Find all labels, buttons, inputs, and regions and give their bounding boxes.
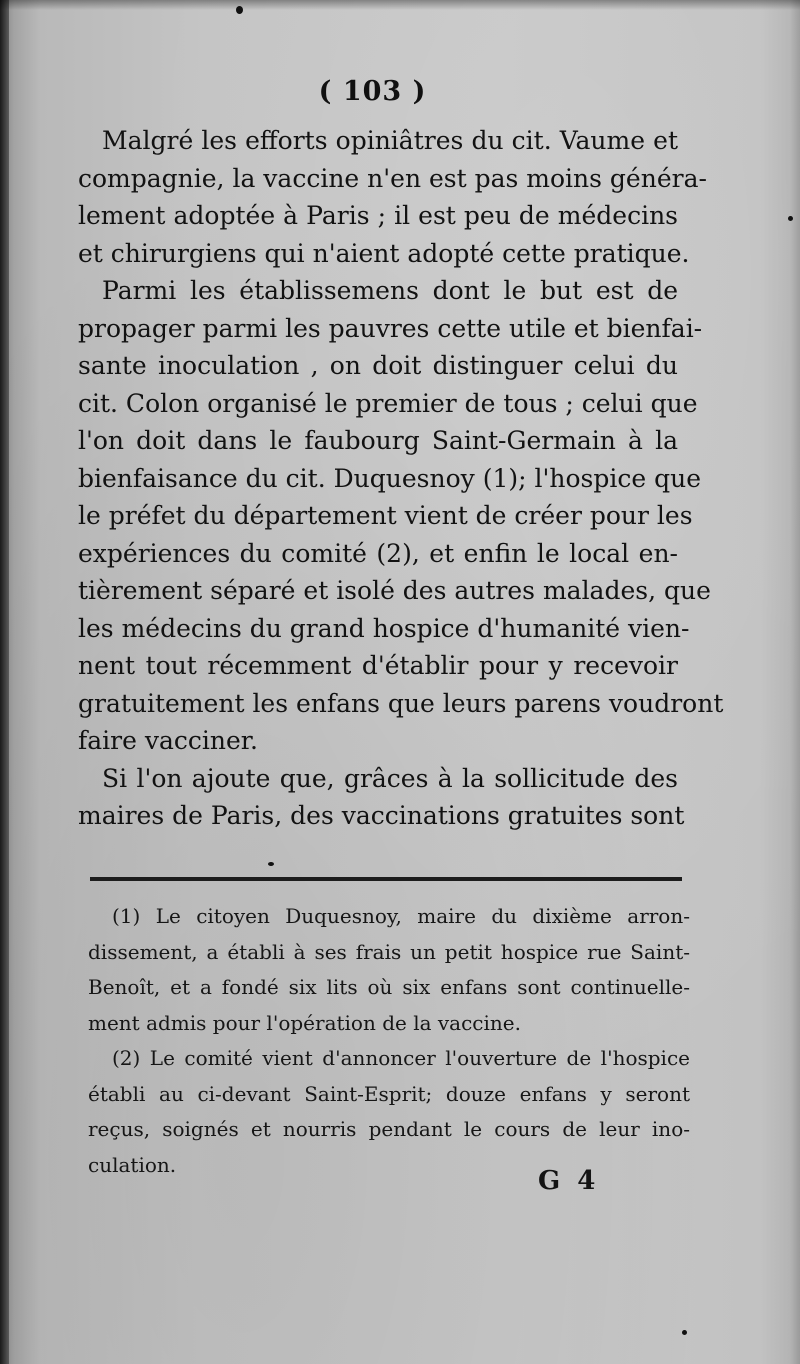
footnote-line: Benoît, et a fondé six lits où six enfans sont continuelle-	[88, 975, 690, 999]
text-line: Si l'on ajoute que, grâces à la sollicitude des	[102, 763, 678, 793]
footnote-line: culation.	[88, 1152, 177, 1177]
ink-speck	[682, 1330, 687, 1335]
text-line: tièrement séparé et isolé des autres malades, que	[78, 576, 711, 605]
ink-speck	[236, 6, 243, 14]
footnote-line: établi au ci-devant Saint-Esprit; douze enfans y seront	[88, 1081, 690, 1106]
page-number: ( 103 )	[318, 76, 427, 107]
page-top-shadow	[0, 0, 800, 10]
footnotes	[88, 899, 690, 1183]
footnote-line: (1) Le citoyen Duquesnoy, maire du dixième arron-	[112, 904, 690, 928]
text-line: cit. Colon organisé le premier de tous ; celui que	[78, 388, 698, 418]
text-line: les médecins du grand hospice d'humanité vien-	[78, 613, 690, 643]
page-spine-shadow	[0, 0, 9, 1364]
text-line: et chirurgiens qui n'aient adopté cette pratique.	[78, 238, 690, 268]
text-line: expériences du comité (2), et enfin le local en-	[78, 538, 678, 568]
footnote-line: (2) Le comité vient d'annoncer l'ouverture de l'hospice	[112, 1046, 690, 1070]
text-line: bienfaisance du cit. Duquesnoy (1); l'hospice que	[78, 463, 701, 493]
text-line: l'on doit dans le faubourg Saint-Germain à la	[78, 426, 678, 455]
footnote-line: dissement, a établi à ses frais un petit hospice rue Saint-	[88, 939, 690, 964]
text-line: gratuitement les enfans que leurs parens voudront	[78, 688, 724, 718]
text-line: le préfet du département vient de créer pour les	[78, 501, 693, 530]
ink-speck	[268, 862, 274, 866]
footnote-rule	[90, 877, 682, 881]
text-line: Malgré les efforts opiniâtres du cit. Vaume et	[102, 126, 678, 155]
text-line: compagnie, la vaccine n'en est pas moins généra-	[78, 163, 707, 193]
text-line: maires de Paris, des vaccinations gratuites sont	[78, 801, 685, 830]
text-line: lement adoptée à Paris ; il est peu de médecins	[78, 201, 678, 230]
text-line: nent tout récemment d'établir pour y recevoir	[78, 651, 678, 680]
main-text	[78, 122, 724, 835]
footnote-line: reçus, soignés et nourris pendant le cours de leur ino-	[88, 1117, 690, 1141]
footnote-line: ment admis pour l'opération de la vaccine.	[88, 1010, 521, 1035]
text-line: propager parmi les pauvres cette utile et bienfai-	[78, 313, 703, 343]
signature-mark: G 4	[538, 1166, 600, 1196]
text-line: Parmi les établissemens dont le but est de	[102, 276, 678, 305]
ink-speck	[788, 216, 793, 221]
text-line: faire vacciner.	[78, 726, 258, 755]
text-line: sante inoculation , on doit distinguer celui du	[78, 351, 678, 380]
